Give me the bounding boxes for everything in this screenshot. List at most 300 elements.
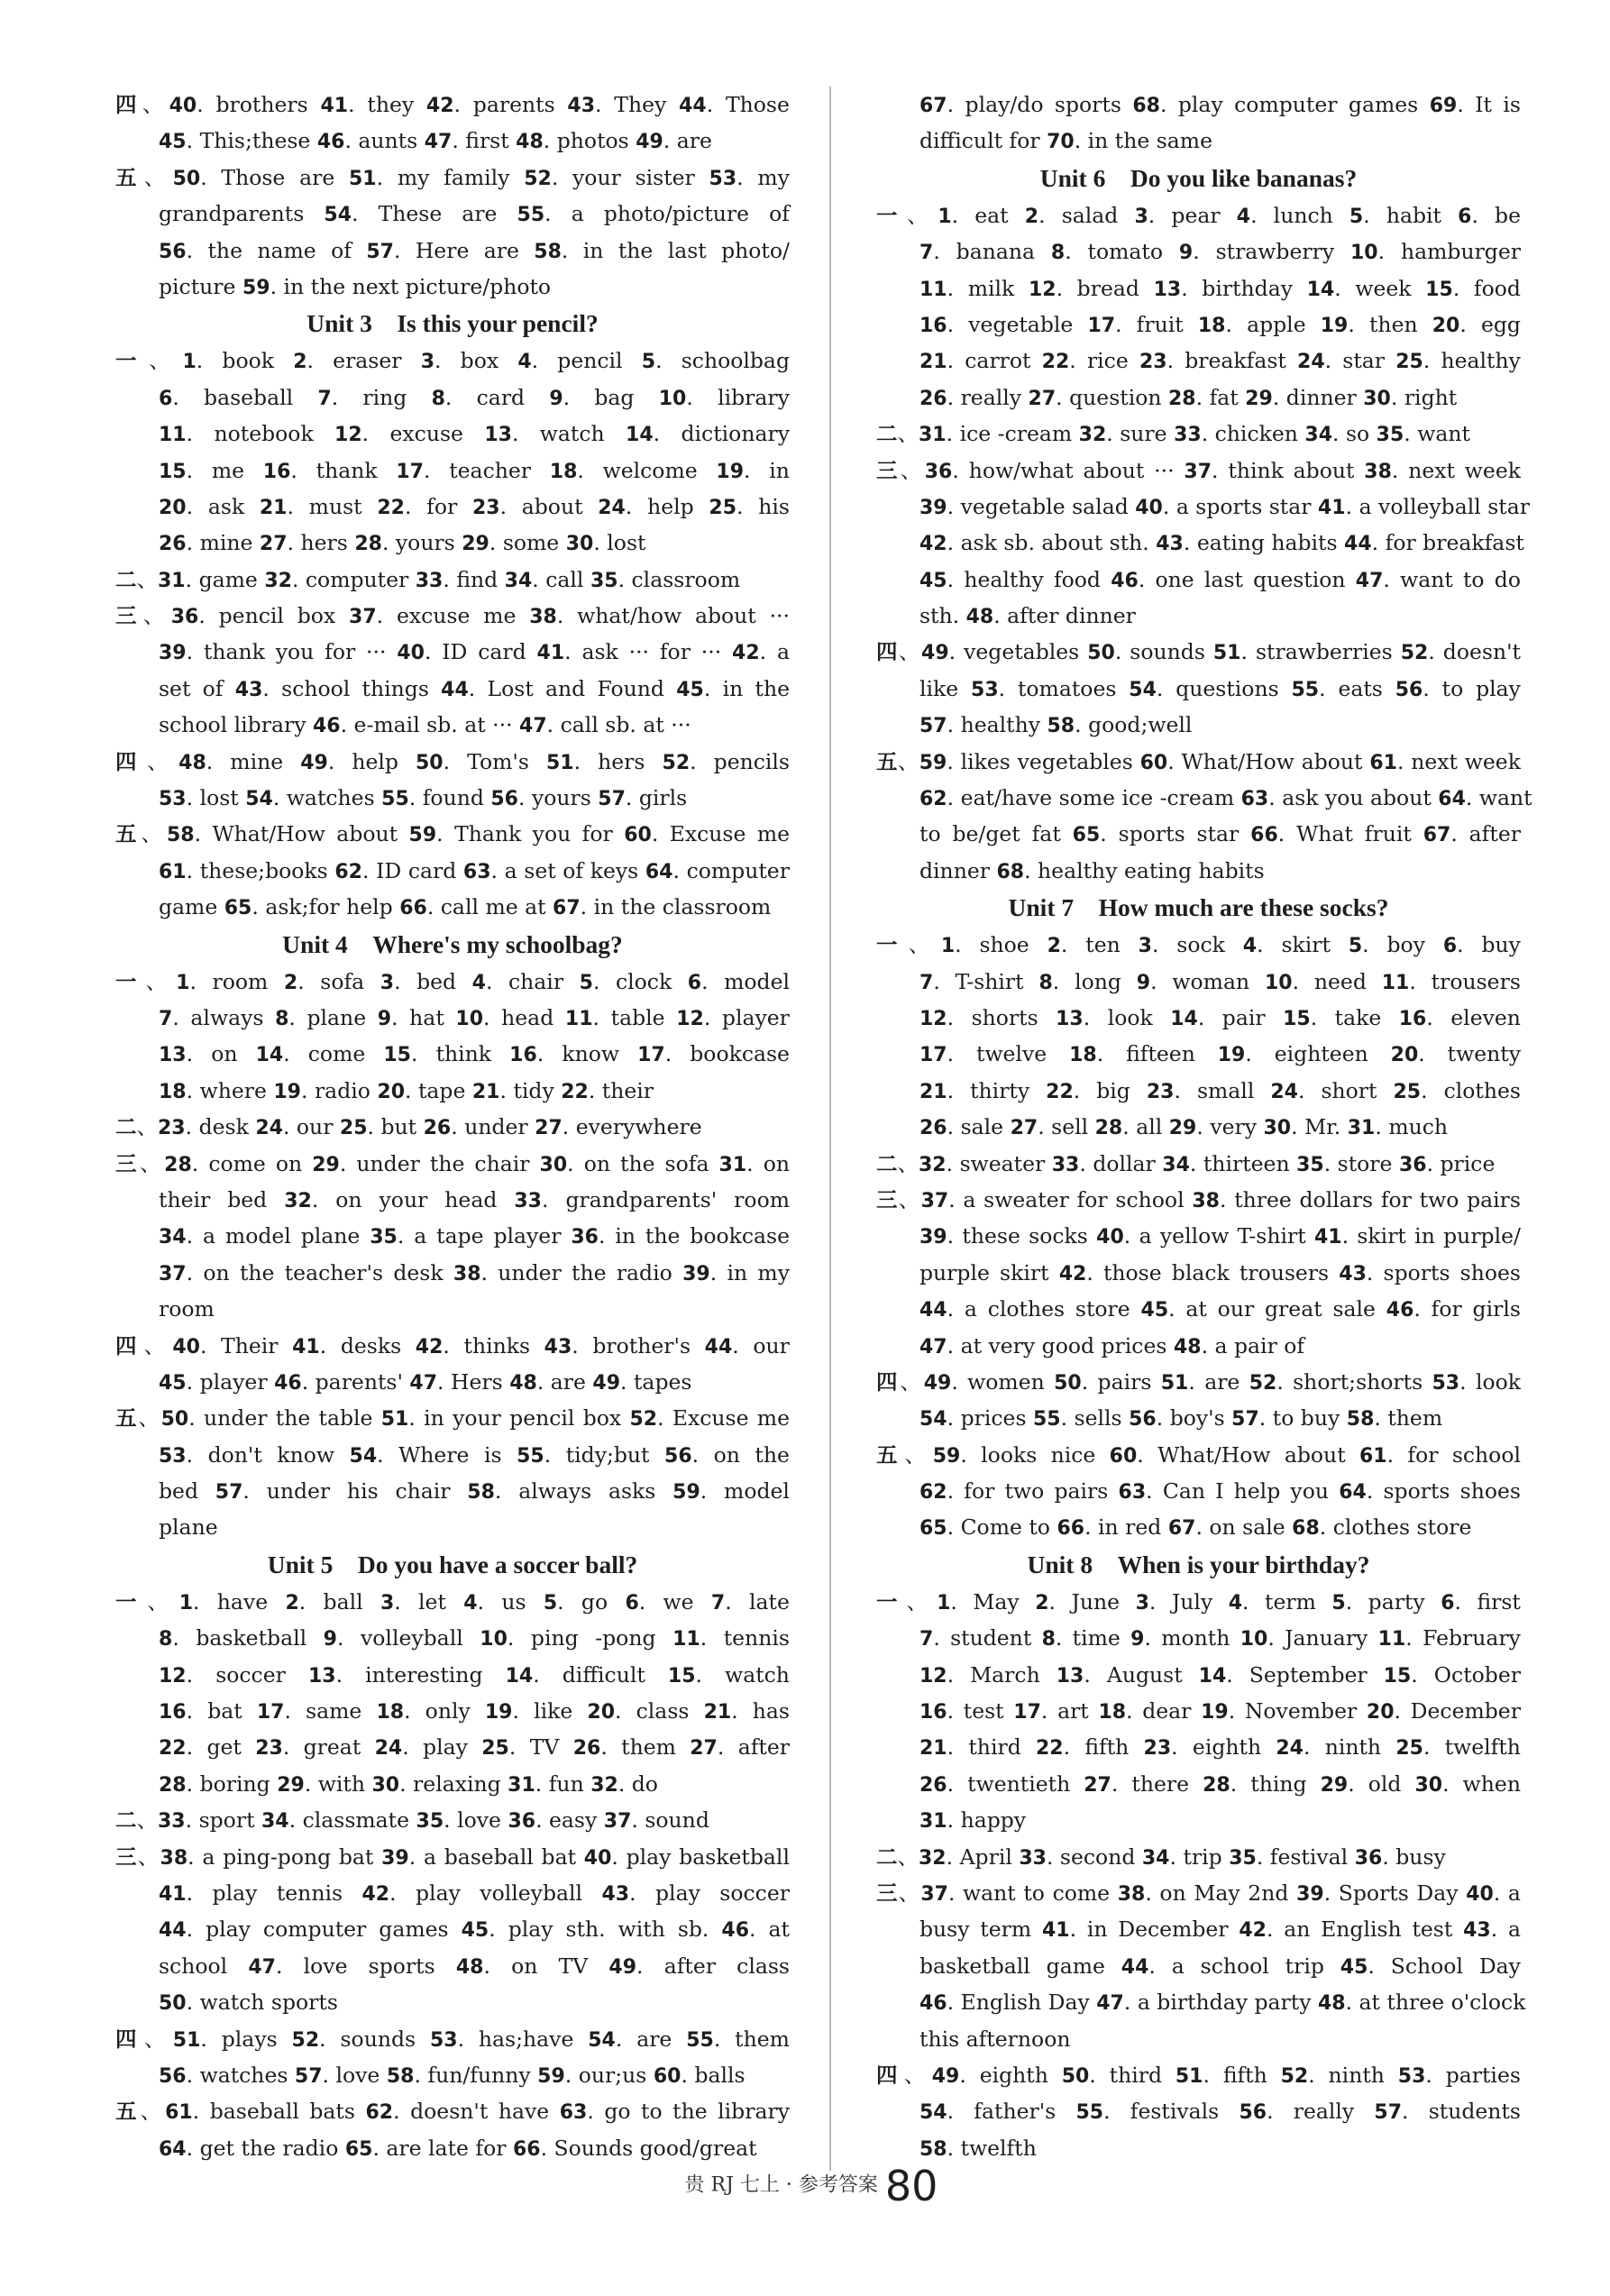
- answer-text: are late for: [386, 2135, 507, 2161]
- answer-line: [876, 1802, 1521, 1838]
- answer-item: 35. classroom: [590, 566, 741, 592]
- question-number: 30: [539, 1153, 568, 1176]
- answer-item: 64. sports shoes: [1339, 1478, 1521, 1505]
- answer-text: February: [1422, 1625, 1521, 1651]
- question-number: 14: [626, 424, 654, 447]
- answer-text: his: [758, 493, 790, 519]
- question-number: 26: [919, 387, 947, 410]
- answer-item: [919, 128, 1040, 153]
- question-number: 44: [1121, 1955, 1149, 1979]
- section-marker: 二: [115, 566, 137, 592]
- answer-text: classroom: [631, 566, 741, 592]
- answer-text: so: [1345, 421, 1370, 447]
- answer-item: 54. These are: [324, 201, 498, 227]
- answer-item: 2. ball: [285, 1588, 363, 1615]
- answer-text: all: [1136, 1114, 1163, 1140]
- answer-line: 四、49. vegetables 50. sounds 51. strawberries 52. doesn't: [876, 639, 1521, 665]
- answer-text: eighth: [979, 2062, 1048, 2088]
- question-number: 47: [248, 1955, 276, 1979]
- answer-item: 32. on your head: [284, 1186, 498, 1212]
- answer-line: [115, 1182, 790, 1218]
- answer-item: 1. book: [182, 348, 274, 374]
- question-number: 10: [1240, 1628, 1268, 1651]
- answer-item: 16. know: [509, 1041, 619, 1067]
- question-number: 59: [408, 824, 437, 847]
- question-number: 58: [1047, 715, 1075, 738]
- answer-text: dinner: [1285, 384, 1357, 410]
- answer-text: rice: [1086, 348, 1129, 374]
- answer-text: healthy eating habits: [1038, 857, 1265, 883]
- question-number: 18: [376, 1701, 405, 1724]
- question-number: 38: [160, 1846, 188, 1870]
- answer-text: ice -cream: [959, 421, 1073, 447]
- answer-item: 4. term: [1228, 1588, 1316, 1615]
- question-number: 52: [1280, 2064, 1309, 2088]
- answer-text: play sth. with sb.: [508, 1916, 709, 1943]
- answer-item: 61. baseball bats: [165, 2099, 355, 2125]
- answer-item: 16. eleven: [1398, 1004, 1521, 1030]
- answer-item: 13. birthday: [1153, 275, 1293, 301]
- answer-item: 48. a pair of: [1173, 1332, 1305, 1358]
- answer-line: [115, 1437, 790, 1473]
- answer-item: 25. healthy: [1395, 348, 1521, 374]
- question-number: 43: [544, 1335, 572, 1358]
- answer-item: 30. Mr.: [1263, 1114, 1341, 1140]
- answer-text: a sweater for school: [963, 1186, 1185, 1212]
- question-number: 24: [374, 1737, 403, 1761]
- answer-item: 62. doesn't have: [365, 2099, 550, 2125]
- section-marker: 四: [115, 1332, 144, 1358]
- answer-text: at three o'clock: [1358, 1990, 1526, 2016]
- answer-line: 五、50. under the table 51. in your pencil box 52. Excuse me: [115, 1405, 790, 1432]
- question-number: 46: [919, 1992, 947, 2016]
- answer-text: tape: [417, 1077, 466, 1103]
- answer-text: eleven: [1450, 1004, 1521, 1030]
- question-number: 27: [1010, 1117, 1038, 1140]
- answer-item: 15. think: [383, 1041, 492, 1067]
- question-number: 5: [1348, 935, 1363, 958]
- question-number: 7: [919, 242, 934, 265]
- answer-text: at very good prices: [960, 1332, 1167, 1358]
- answer-item: 11. trousers: [1381, 968, 1521, 994]
- answer-line: [115, 780, 790, 816]
- question-number: 21: [259, 496, 288, 519]
- question-number: 21: [919, 1080, 947, 1103]
- answer-text: what/how about ···: [577, 603, 790, 629]
- answer-item: 41. skirt in purple/: [1313, 1223, 1521, 1249]
- answer-item: 18. fifteen: [1069, 1041, 1195, 1067]
- answer-text: love: [335, 2062, 380, 2088]
- question-number: 42: [425, 95, 454, 117]
- answer-item: 27. everywhere: [535, 1114, 702, 1140]
- answer-item: 49. vegetables: [921, 639, 1080, 665]
- answer-line: [115, 671, 790, 707]
- answer-item: 56. yours: [490, 785, 591, 811]
- question-number: 29: [1245, 387, 1273, 410]
- question-number: 46: [1111, 569, 1139, 592]
- answer-item: [159, 894, 217, 919]
- question-number: 7: [919, 971, 934, 994]
- answer-item: 62. eat/have some ice -cream: [919, 785, 1235, 811]
- answer-item: 37. excuse me: [349, 603, 517, 629]
- answer-item: 27. question: [1028, 384, 1162, 410]
- question-number: 21: [471, 1080, 500, 1103]
- question-number: 47: [919, 1335, 947, 1358]
- answer-item: 43. a: [1463, 1916, 1521, 1943]
- answer-text: a baseball bat: [423, 1843, 577, 1870]
- question-number: 57: [598, 788, 626, 811]
- unit-question: Do you like bananas?: [1130, 163, 1358, 192]
- answer-item: 39. a baseball bat: [381, 1843, 577, 1870]
- answer-text: to buy: [1272, 1405, 1340, 1432]
- answer-item: 50. pairs: [1054, 1368, 1152, 1395]
- answer-line: [876, 598, 1521, 634]
- question-number: 48: [509, 1371, 537, 1395]
- answer-item: 39. thank you for ···: [159, 639, 387, 665]
- question-number: 57: [294, 2064, 323, 2088]
- question-number: 37: [920, 1189, 949, 1212]
- question-number: 41: [1313, 1226, 1342, 1249]
- answer-item: 45. play sth. with sb.: [461, 1916, 709, 1943]
- question-number: 52: [291, 2028, 320, 2052]
- question-number: 17: [256, 1701, 285, 1724]
- answer-item: 59. our;us: [537, 2062, 647, 2088]
- question-number: 64: [1339, 1481, 1367, 1505]
- question-number: 48: [178, 751, 206, 774]
- answer-text: good;well: [1088, 712, 1193, 738]
- answer-text: test: [963, 1698, 1004, 1724]
- answer-item: 43. eating habits: [1156, 530, 1338, 556]
- answer-text: eat/have some ice -cream: [960, 785, 1235, 811]
- answer-line: [115, 233, 790, 269]
- answer-item: 23. great: [255, 1734, 361, 1761]
- answer-text: lost: [199, 785, 239, 811]
- answer-text: clothes: [1443, 1077, 1521, 1103]
- question-number: 47: [1096, 1992, 1124, 2016]
- answer-text: ask ··· for ···: [581, 639, 722, 665]
- answer-text: are: [550, 1368, 586, 1395]
- answer-item: 45. This;these: [159, 128, 311, 154]
- answer-text: picture: [159, 273, 236, 299]
- answer-item: 7. ring: [317, 384, 407, 410]
- answer-text: English Day: [960, 1990, 1090, 2016]
- answer-item: 55. festivals: [1075, 2099, 1220, 2125]
- answer-item: 12. March: [919, 1661, 1040, 1688]
- answer-text: likes vegetables: [960, 748, 1133, 774]
- answer-line: 四、40. brothers 41. they 42. parents 43. They 44. Those: [115, 92, 790, 117]
- answer-text: them: [735, 2026, 790, 2052]
- question-number: 25: [481, 1737, 509, 1761]
- answer-item: [159, 1953, 227, 1979]
- answer-line: [876, 780, 1532, 816]
- exercise-section: [876, 416, 1521, 452]
- answer-text: old: [1368, 1770, 1402, 1797]
- answer-line: [876, 1218, 1521, 1254]
- answer-item: 24. short: [1270, 1077, 1377, 1103]
- answer-item: 59. likes vegetables: [919, 748, 1133, 774]
- answer-item: 26. really: [919, 384, 1022, 410]
- answer-text: sale: [960, 1114, 1004, 1140]
- answer-text: after dinner: [1007, 603, 1136, 629]
- answer-text: busy: [1395, 1843, 1446, 1870]
- answer-text: These are: [378, 201, 498, 227]
- answer-item: 37. on the teacher's desk: [159, 1259, 444, 1285]
- answer-text: purple skirt: [919, 1259, 1049, 1285]
- answer-item: [159, 1514, 218, 1540]
- answer-item: 54. watches: [245, 785, 375, 811]
- answer-item: 16. test: [919, 1698, 1004, 1724]
- answer-text: Their: [221, 1332, 279, 1358]
- answer-item: 2. eraser: [293, 348, 402, 374]
- question-number: 1: [176, 971, 190, 994]
- answer-item: 17. same: [256, 1698, 362, 1724]
- answer-item: 52. your sister: [524, 164, 695, 190]
- answer-text: ask you about: [1282, 785, 1432, 811]
- question-number: 11: [159, 424, 187, 447]
- answer-text: after: [1468, 821, 1521, 847]
- answer-item: 45. healthy food: [919, 566, 1101, 592]
- answer-text: trip: [1183, 1843, 1222, 1870]
- question-number: 4: [517, 351, 532, 374]
- exercise-section: [876, 1839, 1521, 1875]
- question-number: 4: [471, 971, 486, 994]
- section-marker: 五: [876, 748, 898, 774]
- answer-text: doesn't have: [410, 2099, 550, 2125]
- question-number: 29: [312, 1153, 340, 1176]
- answer-item: 8. plane: [275, 1004, 367, 1030]
- answer-line: [115, 1291, 790, 1327]
- question-number: 52: [1400, 642, 1429, 665]
- answer-item: 33. second: [1019, 1843, 1136, 1870]
- answer-line: [115, 1875, 790, 1911]
- question-number: 7: [159, 1007, 173, 1030]
- answer-item: 52. sounds: [291, 2026, 416, 2052]
- question-number: 49: [921, 642, 949, 665]
- exercise-section: [115, 964, 790, 1110]
- answer-item: 44. a clothes store: [919, 1296, 1130, 1322]
- answer-text: festivals: [1130, 2099, 1220, 2125]
- answer-line: [876, 1693, 1521, 1729]
- answer-text: fifth: [1222, 2062, 1267, 2088]
- question-number: 1: [178, 1591, 193, 1615]
- question-number: 16: [509, 1044, 537, 1067]
- answer-item: 12. soccer: [159, 1661, 286, 1688]
- question-number: 14: [1306, 278, 1335, 301]
- answer-line: 一、1. shoe 2. ten 3. sock 4. skirt 5. boy 6. buy: [876, 932, 1521, 958]
- question-number: 7: [710, 1591, 726, 1615]
- answer-text: thank: [316, 457, 378, 483]
- answer-item: 29. old: [1320, 1770, 1402, 1797]
- answer-text: interesting: [365, 1661, 483, 1688]
- answer-text: yours: [531, 785, 591, 811]
- answer-line: 五、59. likes vegetables 60. What/How about 61. next week: [876, 748, 1521, 774]
- question-number: 5: [1349, 205, 1364, 228]
- answer-text: banana: [956, 239, 1036, 265]
- question-number: 19: [1217, 1044, 1246, 1067]
- answer-text: a: [776, 639, 790, 665]
- question-number: 54: [324, 204, 352, 227]
- question-number: 35: [370, 1226, 398, 1249]
- answer-text: June: [1071, 1588, 1121, 1615]
- question-number: 33: [1019, 1846, 1047, 1870]
- question-number: 19: [484, 1701, 513, 1724]
- answer-text: thirteen: [1203, 1150, 1290, 1176]
- section-marker: 五: [115, 821, 142, 847]
- answer-item: [919, 1953, 1105, 1979]
- answer-item: 62. for two pairs: [919, 1478, 1109, 1505]
- answer-item: 28. all: [1094, 1114, 1163, 1140]
- question-number: 3: [380, 971, 395, 994]
- page-footer: [631, 2153, 992, 2216]
- question-number: 50: [415, 751, 444, 774]
- question-number: 26: [572, 1737, 601, 1761]
- answer-text: ask sb. about sth.: [960, 530, 1149, 556]
- answer-item: 41. play tennis: [159, 1880, 343, 1906]
- answer-text: sounds: [1130, 639, 1205, 665]
- question-number: 40: [583, 1846, 612, 1870]
- answer-line: [115, 1657, 790, 1693]
- question-number: 36: [508, 1810, 536, 1834]
- answer-item: 6. model: [687, 968, 791, 994]
- answer-item: 45. in the: [676, 675, 790, 701]
- answer-line: [876, 87, 1521, 123]
- answer-text: a photo/picture of: [571, 201, 790, 227]
- answer-item: 31. ice -cream: [919, 421, 1073, 447]
- answer-item: 14. September: [1198, 1661, 1368, 1688]
- answer-text: on the teacher's desk: [203, 1259, 444, 1285]
- answer-text: egg: [1480, 311, 1521, 337]
- answer-item: 34. trip: [1141, 1843, 1222, 1870]
- exercise-section: [876, 1875, 1526, 2057]
- answer-text: take: [1334, 1004, 1382, 1030]
- answer-text: plane: [159, 1514, 218, 1541]
- answer-item: 1. room: [176, 968, 269, 994]
- answer-text: under the radio: [498, 1259, 672, 1285]
- answer-line: [876, 707, 1521, 743]
- answer-text: play tennis: [212, 1880, 343, 1906]
- answer-text: small: [1196, 1077, 1255, 1103]
- answer-item: 38. what/how about ···: [529, 603, 790, 629]
- question-number: 14: [1170, 1007, 1198, 1030]
- answer-line: 三、38. a ping-pong bat 39. a baseball bat 40. play basketball: [115, 1843, 790, 1870]
- question-number: 53: [429, 2028, 458, 2052]
- question-number: 68: [1132, 95, 1160, 117]
- answer-text: pairs: [1097, 1368, 1152, 1395]
- answer-item: 4. us: [463, 1588, 526, 1615]
- answer-text: sth.: [919, 603, 960, 629]
- answer-line: 二、32. sweater 33. dollar 34. thirteen 35. store 36. price: [876, 1150, 1496, 1176]
- answer-text: play computer games: [1177, 92, 1419, 117]
- answer-text: need: [1313, 968, 1367, 994]
- answer-text: a tape player: [414, 1223, 562, 1249]
- section-marker: 三: [876, 457, 901, 483]
- answer-item: [159, 1296, 215, 1322]
- answer-line: [115, 1073, 790, 1109]
- question-number: 24: [598, 496, 626, 519]
- question-number: 56: [159, 240, 187, 263]
- answer-line: [876, 1729, 1521, 1765]
- answer-item: 30. on the sofa: [539, 1150, 709, 1176]
- question-number: 52: [524, 167, 552, 190]
- question-number: 30: [1414, 1773, 1443, 1797]
- question-number: 6: [159, 387, 173, 410]
- question-number: 27: [259, 533, 288, 556]
- answer-item: 29. some: [462, 530, 560, 556]
- answer-item: 7. student: [919, 1625, 1032, 1651]
- answer-line: 五、50. Those are 51. my family 52. your sister 53. my: [115, 164, 790, 190]
- answer-text: next week: [1408, 457, 1521, 483]
- question-number: 32: [590, 1773, 618, 1797]
- answer-item: 50. Tom's: [415, 748, 529, 774]
- answer-line: [115, 269, 790, 305]
- answer-item: [919, 821, 1061, 846]
- answer-text: love: [457, 1807, 501, 1834]
- answer-text: welcome: [602, 457, 698, 483]
- answer-item: 26. twentieth: [919, 1770, 1071, 1797]
- answer-text: like: [919, 675, 959, 701]
- question-number: 33: [415, 569, 444, 592]
- question-number: 7: [919, 1628, 934, 1651]
- answer-item: 50. under the table: [160, 1405, 373, 1432]
- answer-text: help: [647, 493, 694, 519]
- section-marker: 五: [115, 1405, 139, 1432]
- answer-line: [115, 525, 790, 561]
- exercise-section: [876, 453, 1530, 635]
- question-number: 26: [159, 533, 187, 556]
- question-number: 34: [159, 1226, 187, 1249]
- answer-text: May: [973, 1588, 1020, 1615]
- answer-text: in red: [1098, 1514, 1162, 1541]
- answer-text: skirt: [1281, 932, 1331, 958]
- answer-item: 50. watch sports: [159, 1990, 338, 2016]
- question-number: 1: [938, 205, 952, 228]
- answer-text: radio: [314, 1077, 370, 1103]
- answer-line: [115, 1766, 790, 1802]
- answer-line: 三、37. a sweater for school 38. three dollars for two pairs: [876, 1186, 1521, 1212]
- answer-text: fifteen: [1126, 1041, 1195, 1067]
- answer-item: 60. What/How about: [1109, 1441, 1346, 1468]
- answer-item: 19. then: [1320, 311, 1418, 337]
- answer-item: 32. April: [919, 1843, 1012, 1870]
- question-number: 22: [159, 1737, 187, 1761]
- answer-text: notebook: [214, 421, 314, 447]
- question-number: 1: [940, 935, 956, 958]
- question-number: 13: [484, 424, 512, 447]
- answer-item: 35. love: [416, 1807, 501, 1834]
- answer-item: 15. take: [1283, 1004, 1382, 1030]
- question-number: 19: [1320, 314, 1349, 337]
- answer-text: October: [1433, 1661, 1521, 1688]
- question-number: 43: [1339, 1262, 1367, 1285]
- answer-text: Mr.: [1304, 1114, 1341, 1140]
- question-number: 37: [603, 1810, 632, 1834]
- unit-number: Unit 6: [1039, 163, 1106, 192]
- question-number: 37: [159, 1262, 187, 1285]
- question-number: 38: [1364, 460, 1392, 483]
- answer-text: parents: [472, 92, 555, 117]
- answer-item: 17. twelve: [919, 1041, 1047, 1067]
- answer-item: 49. after class: [608, 1953, 790, 1979]
- answer-item: 39. these socks: [919, 1223, 1088, 1249]
- answer-item: 14. difficult: [505, 1661, 645, 1688]
- answer-text: vegetables: [964, 639, 1080, 665]
- answer-text: big: [1096, 1077, 1130, 1103]
- answer-text: relaxing: [413, 1770, 501, 1797]
- question-number: 51: [172, 2028, 201, 2052]
- answer-item: 18. apple: [1197, 311, 1306, 337]
- answer-item: 27. sell: [1010, 1114, 1089, 1140]
- question-number: 60: [1109, 1444, 1138, 1468]
